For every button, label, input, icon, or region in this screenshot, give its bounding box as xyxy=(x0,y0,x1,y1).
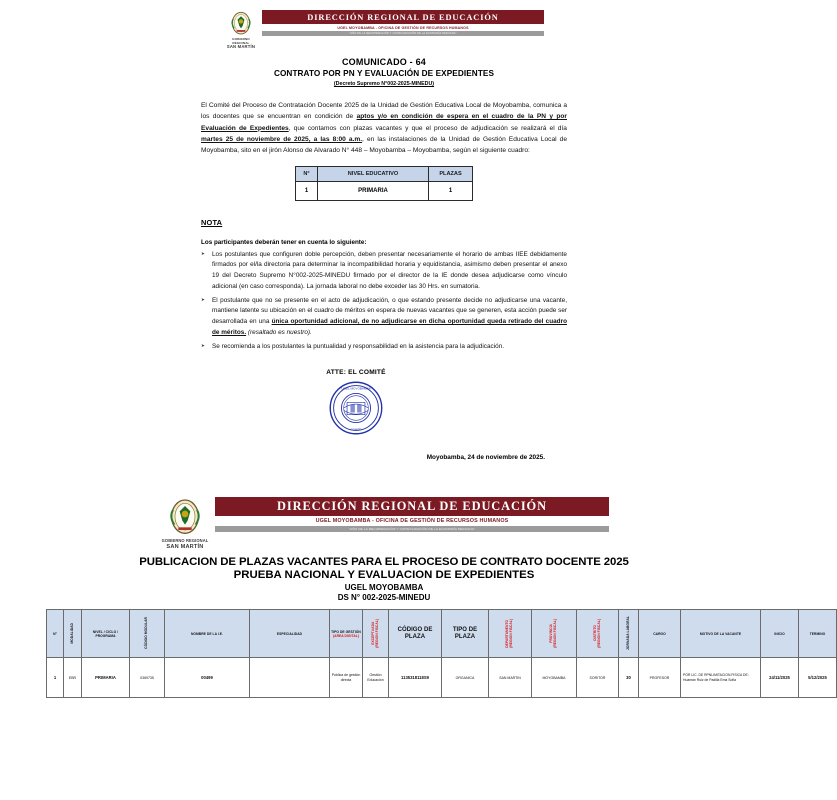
publicacion-decree: DS N° 002-2025-MINEDU xyxy=(337,593,431,603)
header-text-rotated xyxy=(372,619,380,648)
cell-provincia: MOYOBAMBA xyxy=(532,658,577,698)
ugel-office-subtitle: UGEL MOYOBAMBA - OFICINA DE GESTIÓN DE RECURSOS HUMANOS xyxy=(315,518,509,525)
nota-bullet-list xyxy=(201,250,567,353)
official-seal xyxy=(201,380,567,436)
list-item xyxy=(201,250,567,293)
nota-lead-text: Los participantes deberán tener en cuenta lo siguiente: xyxy=(201,238,367,246)
crest-caption-small: GOBIERNO REGIONAL xyxy=(161,538,209,544)
paragraph-emphasis-aptos: aptos y/o en condición de espera en el cuadro de la PN y por Evaluación de Expedientes xyxy=(201,113,567,132)
header-text: NIVEL / CICLO / PROGRAMA xyxy=(92,629,119,638)
header-text: N° xyxy=(53,631,57,636)
letterhead-bars-doc2 xyxy=(215,497,609,550)
vacancy-table-wrapper xyxy=(46,609,827,698)
col-header-modalidad xyxy=(64,610,82,658)
col-header-inicio xyxy=(761,610,799,658)
letterhead-bars-doc1 xyxy=(262,10,544,50)
nivel-cell-n: 1 xyxy=(296,181,318,200)
cell-numero: 1 xyxy=(47,658,64,698)
crest-caption xyxy=(162,539,209,550)
paragraph-part-2: , que contamos con plazas vacantes y que el proceso de adjudicación se realizará el día xyxy=(288,124,567,132)
col-header-numero xyxy=(47,610,64,658)
header-text: TERMINO xyxy=(809,631,826,636)
cell-cargo: PROFESOR xyxy=(639,658,681,698)
svg-text:COMITE: COMITE xyxy=(350,427,362,432)
vacancy-table xyxy=(46,609,837,698)
nivel-cell-nivel: PRIMARIA xyxy=(318,181,429,200)
col-header-termino xyxy=(799,610,837,658)
col-header-departamento xyxy=(489,610,532,658)
cell-codigo-plaza: 1135318118S9 xyxy=(389,658,442,698)
nivel-header-plazas: PLAZAS xyxy=(429,166,473,181)
crest-caption-big: SAN MARTÍN xyxy=(226,44,256,50)
header-text: MODALIDAD xyxy=(69,623,74,644)
header-subtext: (AREA DIGITAL) xyxy=(333,633,359,638)
cell-tipo-gestion: Pública de gestión directa xyxy=(330,658,363,698)
regional-crest xyxy=(224,10,258,50)
nivel-cell-plazas: 1 xyxy=(429,181,473,200)
cell-termino: 5/12/2025 xyxy=(799,658,837,698)
nivel-educativo-table xyxy=(295,166,473,201)
comunicado-paragraph xyxy=(201,100,567,157)
publicacion-title-line1: PUBLICACION DE PLAZAS VACANTES PARA EL PROCESO DE CONTRATO DOCENTE 2025 xyxy=(139,556,629,569)
dre-title-banner: DIRECCIÓN REGIONAL DE EDUCACIÓN xyxy=(215,497,609,516)
header-text: DEPARTAMENTO xyxy=(505,619,510,648)
list-item xyxy=(201,296,567,339)
paragraph-emphasis-date: martes 25 de noviembre de 2025, a las 8:00 a.m. xyxy=(201,135,363,143)
publicacion-ugel: UGEL MOYOBAMBA xyxy=(344,583,424,593)
col-header-nivel-ciclo-programa xyxy=(82,610,130,658)
dre-title-banner: DIRECCIÓN REGIONAL DE EDUCACIÓN xyxy=(262,10,544,24)
header-text: CARGO xyxy=(653,631,666,636)
comunicado-subtitle: CONTRATO POR PN Y EVALUACIÓN DE EXPEDIENTES xyxy=(273,68,495,78)
crest-caption-big: SAN MARTÍN xyxy=(166,544,204,551)
crest-caption xyxy=(224,38,258,50)
header-text: PROVINCIA xyxy=(549,623,554,643)
header-subtext: (REGION FISCAL) xyxy=(596,618,601,648)
signature-atte-label: ATTE: EL COMITÉ xyxy=(326,369,386,377)
header-text: INICIO xyxy=(774,631,785,636)
regional-crest xyxy=(159,497,211,550)
cell-inicio: 24/11/2025 xyxy=(761,658,799,698)
header-text: ESPECIALIDAD xyxy=(276,631,303,636)
cell-departamento: SAN MARTIN xyxy=(489,658,532,698)
col-header-especialidad xyxy=(250,610,330,658)
col-header-codigo-plaza xyxy=(389,610,442,658)
col-header-nombre-ie xyxy=(165,610,250,658)
table-row xyxy=(296,181,473,200)
header-text: NOMBRE DE LA I.E. xyxy=(190,631,224,636)
bullet-text: Se recomienda a los postulantes la puntualidad y responsabilidad en la asistencia para la adjudicación. xyxy=(212,342,505,350)
san-martin-coat-of-arms-icon xyxy=(165,498,205,538)
nivel-table-body xyxy=(296,181,473,200)
nota-heading: NOTA xyxy=(201,217,223,227)
ugel-office-subtitle: UGEL MOYOBAMBA - OFICINA DE GESTIÓN DE RECURSOS HUMANOS xyxy=(337,25,469,30)
header-text: DISTRITO xyxy=(592,625,597,642)
col-header-provincia xyxy=(532,610,577,658)
comunicado-decree-reference: (Decreto Supremo N°002-2025-MINEDU) xyxy=(333,80,435,87)
vacancy-table-head xyxy=(47,610,837,658)
header-text-rotated xyxy=(506,619,514,648)
header-text-rotated xyxy=(550,619,558,648)
bullet-note: (resaltado es nuestro). xyxy=(246,328,312,336)
cell-nivel: PRIMARIA xyxy=(82,658,130,698)
paragraph-part-3: , en las instalaciones de la Unidad de Gestión Educativa Local de Moyobamba, sito en el jirón Alonso de Alvarado N° 448 – Moyobamba – Moyobamba, según el siguiente cuadro: xyxy=(201,135,567,155)
year-slogan-banner: "AÑO DE LA RECUPERACIÓN Y CONSOLIDACIÓN DE LA ECONOMÍA PERUANA" xyxy=(215,526,609,532)
bullet-text: Los postulantes que configuren doble percepción, deben presentar necesariamente el horario de ambas IIEE debidamente firmados por el/la directoria para determinar la incompatibilidad horaria y equidistancia, asimismo deben presentar el anexo 19 del Decreto Supremo N°002-2025-MINEDU firmado por el director de la IE donde desea adjudicarse como vínculo adicional (en caso corresponda). La jornada laboral no debe exceder las 30 Hrs. en sumatoria. xyxy=(212,250,567,290)
nivel-header-row xyxy=(296,166,473,181)
comunicado-title: COMUNICADO - 64 xyxy=(341,56,426,67)
bullet-emphasis: única oportunidad adicional, de no adjudicarse en dicha oportunidad queda retirado del cuadro de méritos. xyxy=(212,318,567,336)
col-header-motivo-vacante xyxy=(681,610,761,658)
col-header-tipo-plaza xyxy=(442,610,489,658)
comunicado-body xyxy=(201,100,567,461)
cell-motivo: POR LIC. DE RPNLIMITACION FISICA DE: Huaman Ruiz de Padilla Ema Sofia xyxy=(681,658,761,698)
col-header-tipo-gestion xyxy=(330,610,363,658)
year-slogan-banner: "AÑO DE LA RECUPERACIÓN Y CONSOLIDACIÓN DE LA ECONOMÍA PERUANA" xyxy=(262,31,544,36)
cell-tipo-plaza: ORGANICA xyxy=(442,658,489,698)
nivel-header-nivel: NIVEL EDUCATIVO xyxy=(318,166,429,181)
cell-exceptuada: Gestión Educación xyxy=(363,658,389,698)
header-text-rotated xyxy=(594,619,602,648)
letterhead-doc2 xyxy=(159,497,609,550)
table-row xyxy=(47,658,837,698)
col-header-exceptuada xyxy=(363,610,389,658)
publicacion-title-line2: PRUEBA NACIONAL Y EVALUACION DE EXPEDIENTES xyxy=(233,569,535,582)
cell-modalidad: EBR xyxy=(64,658,82,698)
cell-jornada: 30 xyxy=(619,658,639,698)
col-header-cargo xyxy=(639,610,681,658)
cell-codigo-modular: 0369735 xyxy=(130,658,165,698)
round-stamp-icon xyxy=(328,380,384,436)
letterhead-doc1 xyxy=(224,10,544,50)
cell-nombre-ie: 00499 xyxy=(165,658,250,698)
san-martin-coat-of-arms-icon xyxy=(228,11,254,37)
header-subtext: (REGION FISCAL) xyxy=(374,618,379,648)
cell-distrito: SORITOR xyxy=(577,658,619,698)
cell-especialidad xyxy=(250,658,330,698)
col-header-distrito xyxy=(577,610,619,658)
header-text: JORNADA LABORAL xyxy=(625,616,630,651)
city-and-date: Moyobamba, 24 de noviembre de 2025. xyxy=(426,454,545,462)
header-text: EXCEPTUADA xyxy=(370,621,375,645)
col-header-jornada-laboral xyxy=(619,610,639,658)
header-subtext: (REGION FISCAL) xyxy=(553,618,557,648)
crest-caption-small: GOBIERNO REGIONAL xyxy=(232,37,250,45)
list-item xyxy=(201,342,567,353)
paragraph-part-1: El Comité del Proceso de Contratación Docente 2025 de la Unidad de Gestión Educativa Local de Moyobamba, comunica a los docentes que se encuentran en condición de xyxy=(201,101,567,121)
header-subtext: (REGION FISCAL) xyxy=(509,618,513,648)
bullet-text: El postulante que no se presente en el acto de adjudicación, o que estando presente decide no adjudicarse una vacante, mantiene latente su ubicación en el cuadro de méritos en espera de nuevas vacantes que se generen, esta acción puede ser desarrollada en una xyxy=(212,296,567,326)
vacancy-table-body xyxy=(47,658,837,698)
svg-text:UGEL MOYOBAMBA: UGEL MOYOBAMBA xyxy=(341,386,371,391)
nivel-table-head xyxy=(296,166,473,181)
vacancy-header-row xyxy=(47,610,837,658)
header-text: TIPO DE PLAZA xyxy=(452,626,478,640)
header-text: CÓDIGO MODULAR xyxy=(144,617,149,650)
header-text: CÓDIGO DE PLAZA xyxy=(397,626,433,640)
header-text: TIPO DE GESTIÓN xyxy=(331,629,361,634)
header-text: MOTIVO DE LA VACANTE xyxy=(699,631,742,636)
nivel-header-n: N° xyxy=(296,166,318,181)
col-header-codigo-modular xyxy=(130,610,165,658)
publicacion-document xyxy=(0,497,827,698)
